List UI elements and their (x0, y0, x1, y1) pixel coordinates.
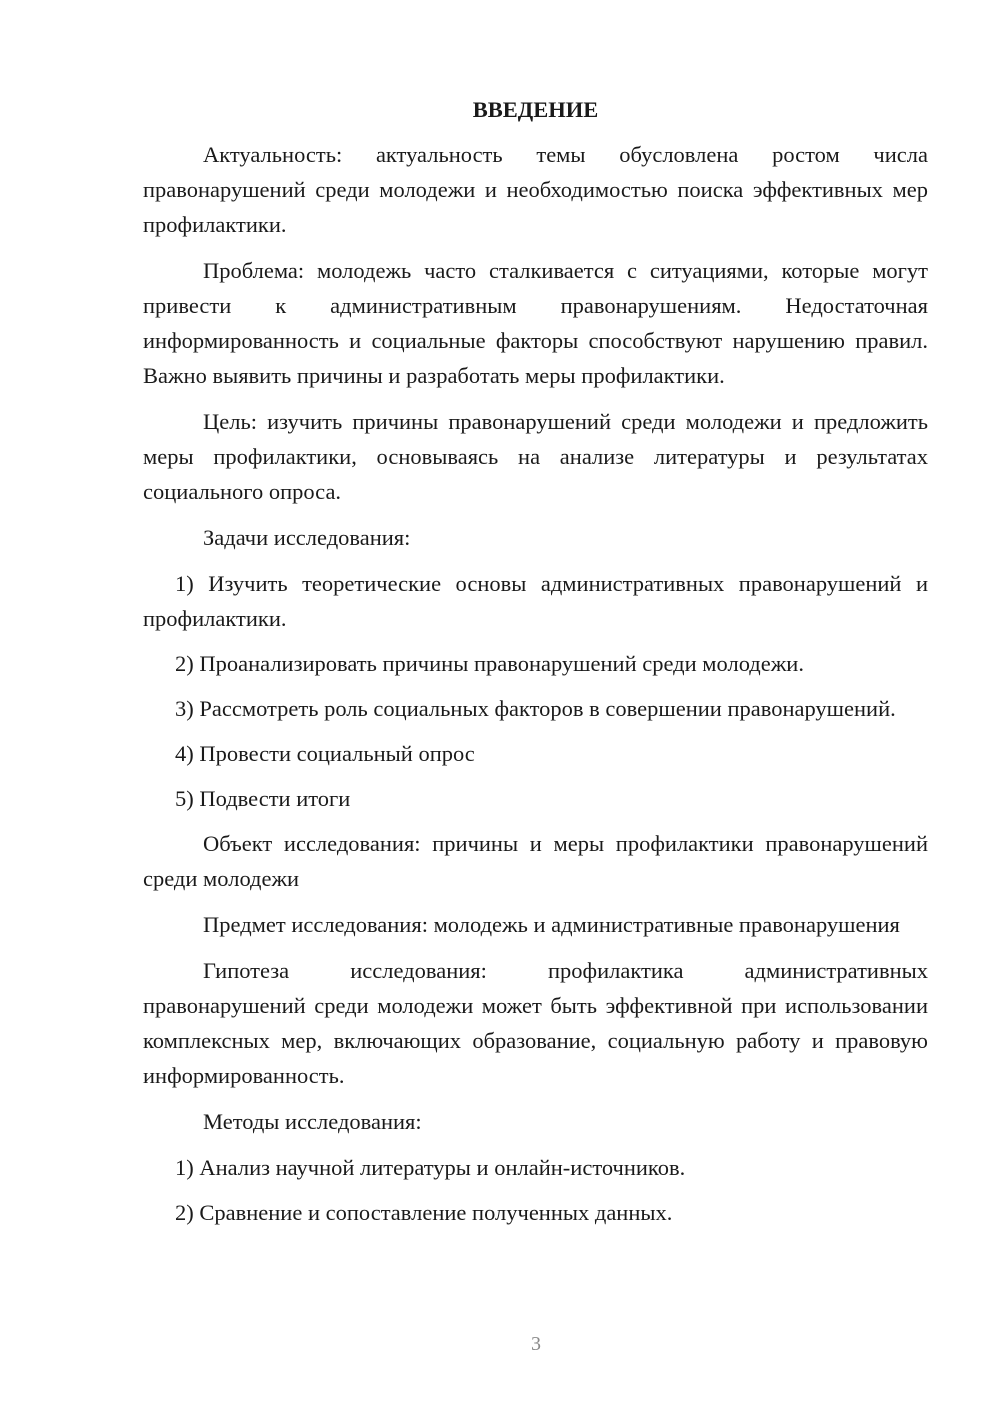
task-item: 1) Изучить теоретические основы административных правонарушений и профилактики. (143, 571, 928, 631)
hypothesis-paragraph: Гипотеза исследования: профилактика административных правонарушений среди молодежи может быть эффективной при использовании комплексных мер, включающих образование, социальную работу и правовую информированность. (143, 958, 928, 1088)
task-item: 4) Провести социальный опрос (175, 741, 475, 766)
page-number: 3 (531, 1333, 541, 1355)
page-content (143, 92, 928, 1240)
goal-paragraph: Цель: изучить причины правонарушений среди молодежи и предложить меры профилактики, основываясь на анализе литературы и результатах социального опроса. (143, 409, 928, 504)
task-item: 2) Проанализировать причины правонарушений среди молодежи. (175, 651, 804, 676)
method-item: 2) Сравнение и сопоставление полученных данных. (175, 1200, 673, 1225)
problem-paragraph: Проблема: молодежь часто сталкивается с ситуациями, которые могут привести к административным правонарушениям. Недостаточная информированность и социальные факторы способствуют нарушению правил. Важно выявить причины и разработать меры профилактики. (143, 258, 928, 388)
methods-heading: Методы исследования: (203, 1109, 422, 1134)
subject-paragraph: Предмет исследования: молодежь и административные правонарушения (203, 912, 900, 937)
object-paragraph: Объект исследования: причины и меры профилактики правонарушений среди молодежи (143, 831, 928, 891)
task-item: 3) Рассмотреть роль социальных факторов в совершении правонарушений. (175, 696, 896, 721)
relevance-paragraph: Актуальность: актуальность темы обусловлена ростом числа правонарушений среди молодежи и необходимостью поиска эффективных мер профилактики. (143, 142, 928, 237)
method-item: 1) Анализ научной литературы и онлайн-источников. (175, 1155, 686, 1180)
task-item: 5) Подвести итоги (175, 786, 351, 811)
tasks-heading: Задачи исследования: (203, 525, 411, 550)
page-title: ВВЕДЕНИЕ (472, 97, 599, 122)
